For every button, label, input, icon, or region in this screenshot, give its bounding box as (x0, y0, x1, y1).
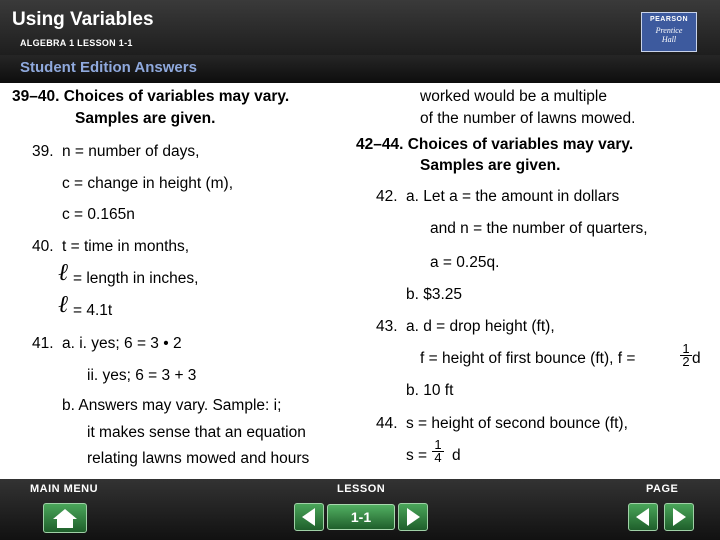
main-menu-label: MAIN MENU (30, 483, 99, 495)
arrow-right-icon (665, 504, 693, 530)
answer-41-line-2: ii. yes; 6 = 3 + 3 (87, 367, 197, 384)
answer-42-line-2: and n = the number of quarters, (430, 220, 648, 237)
right-line-1: worked would be a multiple (420, 88, 607, 105)
item-number-42: 42. (376, 188, 398, 205)
fraction-one-quarter (432, 439, 444, 464)
page-previous-button[interactable] (628, 503, 658, 531)
answer-39-line-1: n = number of days, (62, 143, 200, 160)
script-l-symbol-1: ℓ (58, 260, 68, 286)
home-icon (44, 504, 86, 532)
page-label: PAGE (646, 483, 679, 495)
lesson-previous-button[interactable] (294, 503, 324, 531)
answer-44-line-1: s = height of second bounce (ft), (406, 415, 628, 432)
answer-42-line-1: a. Let a = the amount in dollars (406, 188, 620, 205)
main-menu-button[interactable] (43, 503, 87, 533)
answer-42-line-4: b. $3.25 (406, 286, 463, 303)
section-label: Student Edition Answers (20, 59, 197, 76)
right-heading-1: 42–44. Choices of variables may vary. (356, 136, 634, 153)
page-next-button[interactable] (664, 503, 694, 531)
logo-top-text: PEARSON (649, 16, 689, 23)
logo-bottom-text-2: Hall (661, 35, 677, 44)
answer-41-line-4: it makes sense that an equation (87, 424, 306, 441)
fraction-denominator: 2 (680, 355, 692, 368)
lesson-number-badge: 1-1 (327, 504, 395, 530)
fraction-numerator: 1 (682, 341, 690, 356)
answer-40-line-1: t = time in months, (62, 238, 190, 255)
answer-44-line-2: s = (406, 447, 428, 464)
answer-40-line-3: = 4.1t (73, 302, 113, 319)
left-heading-1: 39–40. Choices of variables may vary. (12, 88, 290, 105)
answer-42-line-3: a = 0.25q. (430, 254, 500, 271)
arrow-right-icon (399, 504, 427, 530)
item-number-41: 41. (32, 335, 54, 352)
page-title: Using Variables (12, 9, 154, 30)
arrow-left-icon (295, 504, 323, 530)
lesson-next-button[interactable] (398, 503, 428, 531)
answer-44-variable: d (452, 447, 461, 464)
left-heading-2: Samples are given. (75, 110, 216, 127)
answer-43-line-2: f = height of first bounce (ft), f = (420, 350, 636, 367)
right-heading-2: Samples are given. (420, 157, 561, 174)
lesson-subtitle: ALGEBRA 1 LESSON 1-1 (20, 38, 133, 48)
answer-43-line-1: a. d = drop height (ft), (406, 318, 555, 335)
answer-40-line-2: = length in inches, (73, 270, 199, 287)
fraction-one-half (680, 343, 692, 368)
answer-41-line-1: a. i. yes; 6 = 3 • 2 (62, 335, 182, 352)
answer-41-line-5: relating lawns mowed and hours (87, 450, 310, 467)
item-number-40: 40. (32, 238, 54, 255)
logo-bottom-text-1: Prentice (655, 26, 683, 35)
answer-41-line-3: b. Answers may vary. Sample: i; (62, 397, 282, 414)
publisher-logo (641, 12, 697, 52)
lesson-label: LESSON (337, 483, 386, 495)
fraction-numerator: 1 (434, 437, 442, 452)
answer-43-variable: d (692, 350, 701, 367)
script-l-symbol-2: ℓ (58, 292, 68, 318)
answer-39-line-2: c = change in height (m), (62, 175, 234, 192)
arrow-left-icon (629, 504, 657, 530)
fraction-denominator: 4 (432, 451, 444, 464)
item-number-39: 39. (32, 143, 54, 160)
item-number-44: 44. (376, 415, 398, 432)
answer-39-line-3: c = 0.165n (62, 206, 135, 223)
item-number-43: 43. (376, 318, 398, 335)
answer-43-line-3: b. 10 ft (406, 382, 454, 399)
right-line-2: of the number of lawns mowed. (420, 110, 636, 127)
